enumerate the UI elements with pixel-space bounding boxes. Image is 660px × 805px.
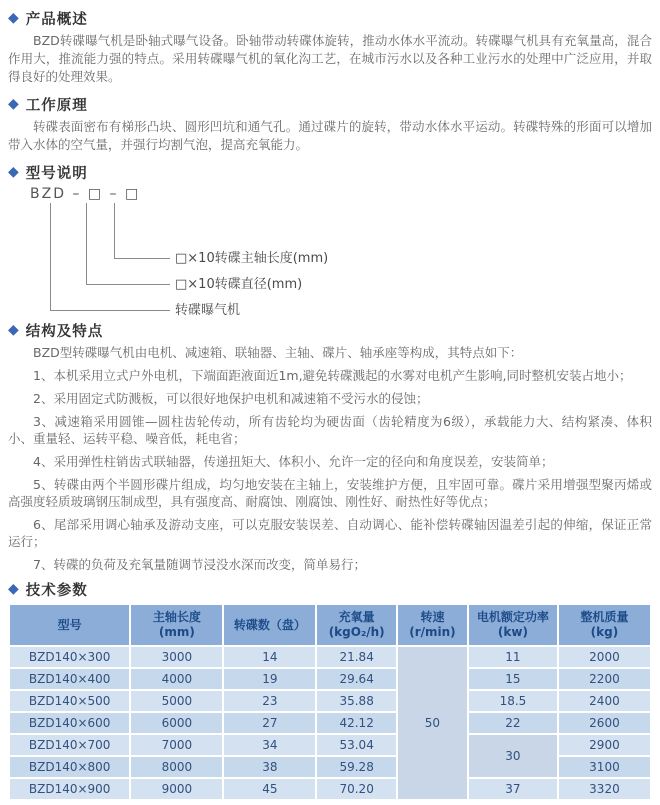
col-header-shaft-length (131, 605, 222, 645)
col-header-oxygen-line2: (kgO₂/h) (328, 625, 385, 639)
section-heading-model (8, 162, 652, 182)
cell-oxygen: 59.28 (317, 757, 396, 777)
overview-paragraph: BZD转碟曝气机是卧轴式曝气设备。卧轴带动转碟体旋转，推动水体水平流动。转碟曝气机具有充氧量高，混合作用大，推流能力强的特点。采用转碟曝气机的氧化沟工艺，在城市污水以及各种工业污水的处理中广泛应用，并取得良好的处理效果。 (8, 33, 652, 84)
col-header-weight-line2: (kg) (590, 625, 619, 639)
cell-power: 37 (469, 779, 557, 799)
feature-item-7: 7、转碟的负荷及充氧量随调节浸没水深而改变，简单易行； (33, 557, 366, 572)
cell-power: 15 (469, 669, 557, 689)
table-row (10, 669, 650, 689)
section-title-features: 结构及特点 (25, 323, 104, 340)
cell-model: BZD140×400 (10, 669, 129, 689)
col-header-disc-count-text: 转碟数（盘） (233, 617, 306, 632)
cell-model: BZD140×700 (10, 735, 129, 755)
diamond-icon: ◆ (8, 164, 19, 180)
cell-power: 18.5 (469, 691, 557, 711)
cell-power: 22 (469, 713, 557, 733)
cell-weight: 2900 (559, 735, 650, 755)
specs-table (8, 603, 652, 801)
connector-line-name (50, 203, 170, 311)
model-formula: BZD – □ – □ (30, 186, 141, 202)
section-title-specs: 技术参数 (25, 582, 88, 599)
cell-weight: 2000 (559, 647, 650, 667)
features-intro: BZD型转碟曝气机由电机、减速箱、联轴器、主轴、碟片、轴承座等构成，其特点如下： (33, 345, 523, 360)
section-heading-specs (8, 579, 652, 599)
model-label-shaft-length: □×10转碟主轴长度(mm) (175, 251, 329, 266)
cell-discs: 34 (224, 735, 315, 755)
cell-weight: 3320 (559, 779, 650, 799)
cell-shaft: 5000 (131, 691, 222, 711)
cell-weight: 3100 (559, 757, 650, 777)
table-row (10, 691, 650, 711)
cell-shaft: 9000 (131, 779, 222, 799)
diamond-icon: ◆ (8, 322, 19, 338)
principle-paragraph: 转碟表面密布有梯形凸块、圆形凹坑和通气孔。通过碟片的旋转，带动水体水平运动。转碟特殊的形面可以增加带入水体的空气量，并强行均割气泡，提高充氧能力。 (8, 119, 652, 152)
cell-oxygen: 70.20 (317, 779, 396, 799)
cell-oxygen: 53.04 (317, 735, 396, 755)
cell-discs: 19 (224, 669, 315, 689)
col-header-shaft-line2: (mm) (158, 625, 195, 639)
feature-item-4: 4、采用弹性柱销齿式联轴器，传递扭矩大、体积小、允许一定的径向和角度误差，安装简单； (33, 454, 554, 469)
table-row (10, 647, 650, 667)
specs-header-row (10, 605, 650, 645)
cell-discs: 45 (224, 779, 315, 799)
cell-power: 11 (469, 647, 557, 667)
cell-weight: 2400 (559, 691, 650, 711)
cell-oxygen: 42.12 (317, 713, 396, 733)
cell-model: BZD140×600 (10, 713, 129, 733)
col-header-motor-power (469, 605, 557, 645)
col-header-disc-count (224, 605, 315, 645)
section-title-overview: 产品概述 (25, 11, 88, 28)
table-row (10, 735, 650, 755)
col-header-speed-line2: (r/min) (409, 625, 456, 639)
model-number-diagram (8, 186, 652, 316)
table-row (10, 779, 650, 799)
section-heading-principle (8, 94, 652, 114)
col-header-oxygenation (317, 605, 396, 645)
cell-discs: 38 (224, 757, 315, 777)
cell-oxygen: 35.88 (317, 691, 396, 711)
col-header-power-line2: (kw) (497, 625, 528, 639)
col-header-model-text: 型号 (57, 617, 82, 632)
col-header-weight-line1: 整机质量 (580, 610, 629, 624)
feature-item-2: 2、采用固定式防溅板，可以很好地保护电机和减速箱不受污水的侵蚀； (33, 391, 429, 406)
cell-weight: 2200 (559, 669, 650, 689)
cell-shaft: 3000 (131, 647, 222, 667)
cell-discs: 23 (224, 691, 315, 711)
col-header-oxygen-line1: 充氧量 (338, 610, 375, 624)
cell-shaft: 6000 (131, 713, 222, 733)
table-row (10, 713, 650, 733)
model-label-disc-diameter: □×10转碟直径(mm) (175, 277, 303, 292)
cell-model: BZD140×500 (10, 691, 129, 711)
col-header-machine-weight (559, 605, 650, 645)
cell-shaft: 4000 (131, 669, 222, 689)
section-heading-overview (8, 8, 652, 28)
cell-power-merged: 30 (469, 735, 557, 777)
feature-item-3: 3、减速箱采用圆锥—圆柱齿轮传动，所有齿轮均为硬齿面（齿轮精度为6级），承载能力大、结构紧凑、体积小、重量轻、运转平稳、噪音低，耗电省； (8, 414, 652, 446)
cell-discs: 14 (224, 647, 315, 667)
feature-item-1: 1、本机采用立式户外电机，下端面距液面近1m,避免转碟溅起的水雾对电机产生影响,同时整机安装占地小； (33, 368, 632, 383)
cell-shaft: 8000 (131, 757, 222, 777)
section-title-model: 型号说明 (25, 165, 88, 182)
cell-speed-merged: 50 (398, 647, 467, 799)
cell-oxygen: 29.64 (317, 669, 396, 689)
feature-item-6: 6、尾部采用调心轴承及游动支座，可以克服安装误差、自动调心、能补偿转碟轴因温差引起的伸缩，保证正常运行； (8, 517, 652, 549)
feature-item-5: 5、转碟由两个半圆形碟片组成，均匀地安装在主轴上，安装维护方便，且牢固可靠。碟片采用增强型聚丙烯或高强度轻质玻璃钢压制成型，具有强度高、耐腐蚀、刚腐蚀、刚性好、耐热性好等优点； (8, 477, 652, 509)
cell-weight: 2600 (559, 713, 650, 733)
model-label-machine-name: 转碟曝气机 (175, 303, 241, 318)
cell-shaft: 7000 (131, 735, 222, 755)
cell-model: BZD140×300 (10, 647, 129, 667)
diamond-icon: ◆ (8, 10, 19, 26)
cell-discs: 27 (224, 713, 315, 733)
section-title-principle: 工作原理 (25, 97, 88, 114)
cell-model: BZD140×900 (10, 779, 129, 799)
diamond-icon: ◆ (8, 96, 19, 112)
section-heading-features (8, 320, 652, 340)
cell-oxygen: 21.84 (317, 647, 396, 667)
col-header-speed-line1: 转速 (420, 610, 445, 624)
col-header-model (10, 605, 129, 645)
col-header-speed (398, 605, 467, 645)
col-header-shaft-line1: 主轴长度 (152, 610, 201, 624)
col-header-power-line1: 电机额定功率 (476, 610, 549, 624)
cell-model: BZD140×800 (10, 757, 129, 777)
diamond-icon: ◆ (8, 581, 19, 597)
